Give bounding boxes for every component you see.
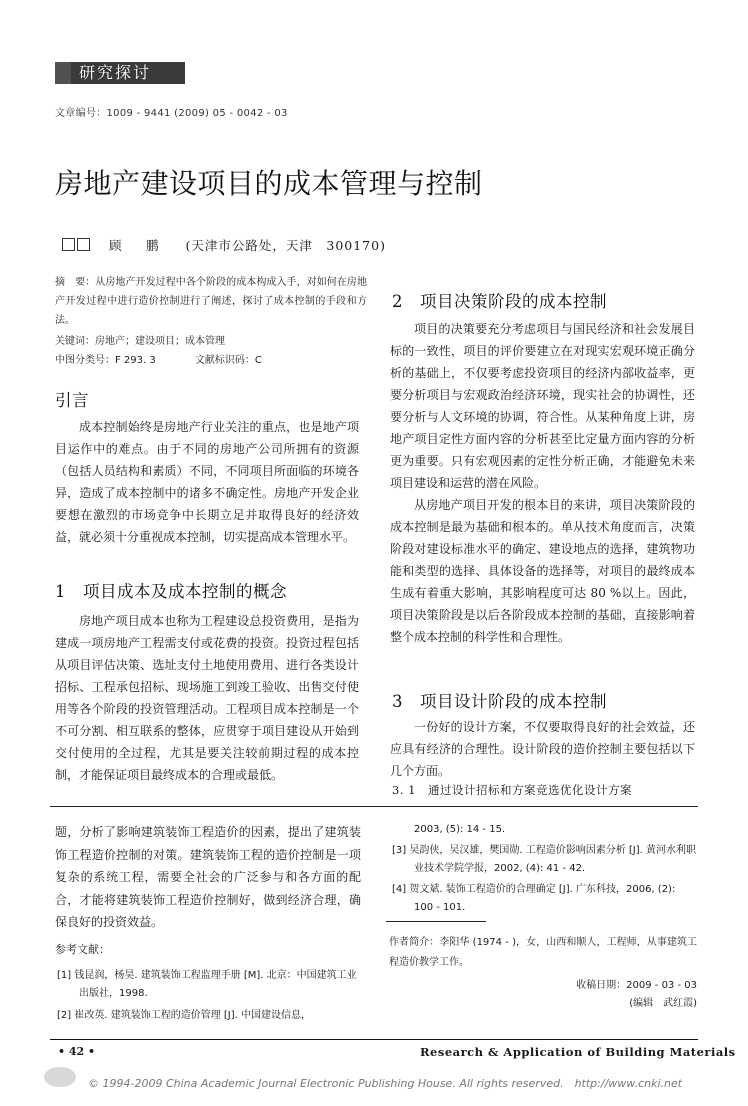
section-2-paragraph-1: 项目的决策要充分考虑项目与国民经济和社会发展目标的一致性，项目的评价要建立在对现实宏观环境正确分析的基础上，不仅要考虑投资项目的经济内部收益率，更要分析项目与宏观政治经济环境，现实社会的协调性，还要分析与人文环境的协调，符合性。从某种角度上讲，房地产项目定性方面内容的分析甚至比定量方面内容的分析更为重要。只有宏观因素的定性分析正确，才能避免未来项目建设和运营的潜在风险。 [390, 322, 695, 490]
intro-paragraph: 成本控制始终是房地产行业关注的重点，也是地产项目运作中的难点。由于不同的房地产公司所拥有的资源（包括人员结构和素质）不同，不同项目所面临的环境各异，造成了成本控制中的诸多不确定性。房地产开发企业要想在激烈的市场竞争中长期立足并取得良好的经济效益，就必须十分重视成本控制，切实提高成本管理水平。 [55, 420, 359, 544]
article-title: 房地产建设项目的成本管理与控制 [55, 167, 483, 200]
section-1-body [55, 610, 359, 786]
reference-3: [3] 吴韵侠，吴汉雄，樊国勋. 工程造价影响因素分析 [J]. 黄河水利职业技术学院学报，2002, (4): 41 - 42. [392, 845, 696, 874]
author-bio: 作者简介：李阳华 (1974 - )，女，山西和顺人，工程师，从事建筑工程造价教学工作。 [389, 937, 697, 968]
author-line [62, 236, 386, 254]
reference-2-continued: 2003, (5): 14 - 15. [414, 824, 506, 835]
section-tag: 研究探讨 [55, 62, 185, 84]
conclusion-paragraph: 题，分析了影响建筑装饰工程造价的因素，提出了建筑装饰工程造价控制的对策。建筑装饰工程的造价控制是一项复杂的系统工程，需要全社会的广泛参与和各方面的配合，才能将建筑装饰工程造价控制好，做到经济合理，确保良好的投资效益。 [55, 825, 361, 929]
section-1-paragraph: 房地产项目成本也称为工程建设总投资费用，是指为建成一项房地产工程需支付或花费的投资。投资过程包括从项目评估决策、选址支付土地使用费用、进行各类设计招标、工程承包招标、现场施工到竣工验收、出售交付使用等各个阶段的投资管理活动。工程项目成本控制是一个不可分割、相互联系的整体，应贯穿于项目建设从开始到交付使用的全过程，尤其是要关注较前期过程的成本控制，才能保证项目最终成本的合理或最低。 [55, 614, 359, 782]
section-3-heading: 3 项目设计阶段的成本控制 [392, 692, 607, 711]
reference-4: [4] 贺文斌. 装饰工程造价的合理确定 [J]. 广东科技，2006, (2): 100 - 101. [392, 884, 676, 913]
page-number: • 42 • [58, 1045, 96, 1058]
abstract: 摘 要：从房地产开发过程中各个阶段的成本构成入手，对如何在房地产开发过程中进行造价控制进行了阐述，探讨了成本控制的手段和方法。 [55, 277, 367, 326]
conclusion-body [55, 821, 361, 934]
article-number: 文章编号：1009 - 9441 (2009) 05 - 0042 - 03 [55, 108, 288, 119]
copyright-notice: © 1994-2009 China Academic Journal Electronic Publishing House. All rights reserved. http://www.cnki.net [88, 1077, 683, 1090]
journal-name: Research & Application of Building Materials [420, 1045, 736, 1059]
section-divider [50, 806, 698, 807]
section-3-paragraph: 一份好的设计方案，不仅要取得良好的社会效益，还应具有经济的合理性。设计阶段的造价控制主要包括以下几个方面。 [390, 720, 695, 778]
section-1-heading: 1 项目成本及成本控制的概念 [55, 582, 287, 601]
placeholder-box-icon [62, 238, 75, 251]
classification-line [55, 351, 367, 370]
placeholder-box-icon [77, 238, 90, 251]
document-code: 文献标识码：C [194, 355, 262, 366]
intro-body [55, 416, 359, 548]
reference-1: [1] 钱昆润，杨昊. 建筑装饰工程监理手册 [M]. 北京：中国建筑工业出版社，1998. [57, 970, 357, 999]
editor: (编辑 武红霞) [629, 998, 697, 1009]
clc-number: 中图分类号：F 293. 3 [55, 355, 156, 366]
references-right [392, 821, 697, 917]
author-name: 顾 鹏 [108, 238, 165, 253]
section-3-body [390, 716, 695, 782]
references-heading: 参考文献： [55, 943, 110, 956]
intro-heading: 引言 [55, 391, 89, 410]
footer-rule [50, 1039, 698, 1040]
cnki-logo-icon [44, 1067, 76, 1087]
section-2-paragraph-2: 从房地产项目开发的根本目的来讲，项目决策阶段的成本控制是最为基础和根本的。单从技术角度而言，决策阶段对建设标准水平的确定、建设地点的选择，建筑物功能和类型的选择、具体设备的选择等，对项目的最终成本生成有着重大影响，其影响程度可达 80 %以上。因此，项目决策阶段是以后各阶段成本控制的基础，直接影响着整个成本控制的科学性和合理性。 [390, 498, 695, 644]
references-left [57, 967, 363, 1025]
section-2-heading: 2 项目决策阶段的成本控制 [392, 292, 607, 311]
keywords: 关键词：房地产；建设项目；成本管理 [55, 336, 225, 347]
reference-2: [2] 崔改英. 建筑装饰工程的造价管理 [J]. 中国建设信息， [57, 1010, 311, 1021]
author-affiliation: (天津市公路处，天津 300170) [185, 238, 386, 253]
received-date: 收稿日期：2009 - 03 - 03 [576, 980, 697, 991]
section-2-body [390, 318, 695, 648]
subsection-3-1-heading: 3. 1 通过设计招标和方案竞选优化设计方案 [392, 783, 632, 797]
footnote-rule [386, 921, 486, 922]
